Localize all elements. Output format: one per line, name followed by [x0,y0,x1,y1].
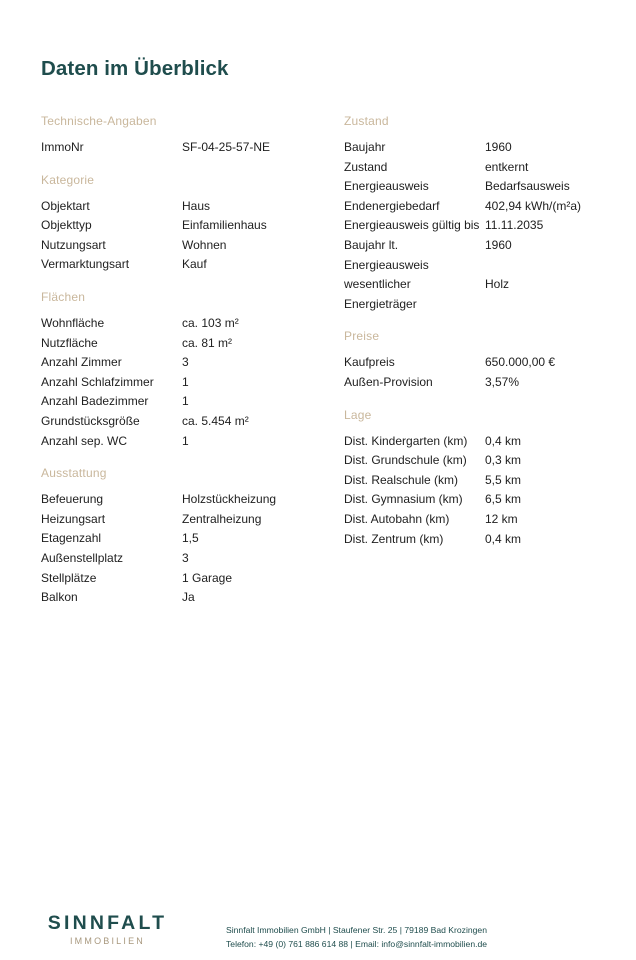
section-title: Ausstattung [41,466,107,481]
section-title: Flächen [41,289,86,304]
row-value: 6,5 km [485,492,522,507]
data-row [41,216,311,236]
data-row [41,588,311,608]
data-row [41,529,311,549]
data-row [41,510,311,530]
data-row [41,412,311,432]
row-value: 11.11.2035 [485,218,544,233]
section-title: Kategorie [41,172,95,187]
row-label: wesentlicher Energieträger [344,277,417,311]
data-row [344,471,614,491]
row-label: Objekttyp [41,218,92,233]
row-label: Außen-Provision [344,374,433,389]
data-row [344,216,614,236]
row-value: Haus [182,198,211,213]
row-value: Holz [485,277,510,292]
row-value: SF-04-25-57-NE [182,140,271,154]
row-label: Befeuerung [41,492,104,507]
data-row [344,373,614,393]
right-column [344,112,614,562]
row-value: ca. 5.454 m² [182,413,249,428]
row-value: 1 Garage [182,570,233,585]
row-label: Vermarktungsart [41,257,130,272]
data-row [41,569,311,589]
row-value: Bedarfsausweis [485,179,570,194]
data-row [41,334,311,354]
section-title: Lage [344,407,372,422]
row-label: Zustand [344,159,388,174]
row-value: 402,94 kWh/(m²a) [485,198,582,213]
section-preise [344,327,614,392]
page-title: Daten im Überblick [41,57,229,80]
data-row [41,490,311,510]
data-row [41,432,311,452]
row-value: 5,5 km [485,472,522,487]
data-row [41,197,311,217]
row-value: 1960 [485,140,512,154]
data-row [344,530,614,550]
section-title: Technische-Angaben [41,114,157,128]
data-row [41,373,311,393]
left-column [41,112,311,621]
row-value: 0,4 km [485,531,522,546]
row-label: Dist. Autobahn (km) [344,511,450,526]
section-lage [344,406,614,550]
row-label: Baujahr lt. Energieausweis [344,237,429,272]
row-label: Heizungsart [41,511,106,526]
row-label: Dist. Zentrum (km) [344,531,444,546]
row-value: entkernt [485,159,529,174]
section-flaechen [41,288,311,451]
data-row [344,432,614,452]
row-label: Dist. Realschule (km) [344,472,459,487]
row-label: Anzahl Zimmer [41,355,122,370]
row-label: Energieausweis [344,179,429,194]
section-ausstattung [41,464,311,608]
row-label: Anzahl sep. WC [41,433,128,448]
row-value: 12 km [485,511,518,526]
row-value: Zentralheizung [182,511,262,526]
row-label: Etagenzahl [41,531,102,546]
section-title: Zustand [344,114,389,128]
row-label: Nutzfläche [41,335,98,350]
row-value: ca. 81 m² [182,335,233,350]
section-title: Preise [344,329,380,344]
row-label: Anzahl Badezimmer [41,394,149,409]
row-label: Dist. Gymnasium (km) [344,492,463,507]
row-label: Kaufpreis [344,355,395,370]
data-row [41,549,311,569]
row-value: Ja [182,590,195,605]
row-value: 1 [182,394,189,409]
data-row [41,392,311,412]
data-row [344,451,614,471]
data-row [41,314,311,334]
row-label: Stellplätze [41,570,97,585]
row-value: 0,3 km [485,453,522,468]
footer-phone-email: Telefon: +49 (0) 761 886 614 88 | Email: info@sinnfalt-immobilien.de [226,939,488,949]
row-label: Außenstellplatz [41,550,124,565]
data-row [344,236,614,275]
data-row [41,353,311,373]
data-row [41,255,311,275]
data-row [41,236,311,256]
row-label: Wohnfläche [41,315,105,330]
row-label: ImmoNr [41,140,84,154]
data-row [41,138,311,158]
data-row [344,353,614,373]
row-value: 1,5 [182,531,199,546]
row-value: ca. 103 m² [182,315,239,330]
row-value: 3,57% [485,374,520,389]
data-row [344,197,614,217]
footer-contact [226,923,487,951]
logo-subline: IMMOBILIEN [69,936,145,946]
section-zustand [344,112,614,314]
data-row [344,275,614,314]
row-label: Nutzungsart [41,237,106,252]
data-row [344,490,614,510]
data-row [344,158,614,178]
row-label: Grundstücksgröße [41,413,140,428]
row-value: 3 [182,355,189,370]
logo-wordmark: SINNFALT [47,912,168,934]
row-label: Energieausweis gültig bis [344,218,480,233]
row-value: 3 [182,550,189,565]
data-row [344,177,614,197]
footer-address: Sinnfalt Immobilien GmbH | Staufener Str. 25 | 79189 Bad Krozingen [226,925,487,935]
data-row [344,138,614,158]
row-label: Objektart [41,198,90,213]
company-logo [40,912,175,947]
row-value: 1 [182,433,189,448]
row-value: Wohnen [182,237,227,252]
row-value: 1 [182,374,189,389]
row-value: Holzstückheizung [182,492,277,507]
section-technische-angaben [41,112,311,158]
row-label: Balkon [41,590,78,605]
section-kategorie [41,171,311,275]
row-label: Dist. Grundschule (km) [344,453,467,468]
row-value: Kauf [182,257,207,272]
row-label: Anzahl Schlafzimmer [41,374,154,389]
row-value: 1960 [485,237,512,252]
row-value: Einfamilienhaus [182,218,267,233]
row-value: 0,4 km [485,433,522,448]
row-label: Dist. Kindergarten (km) [344,433,468,448]
row-value: 650.000,00 € [485,355,556,370]
row-label: Endenergiebedarf [344,198,440,213]
data-row [344,510,614,530]
row-label: Baujahr [344,140,386,154]
